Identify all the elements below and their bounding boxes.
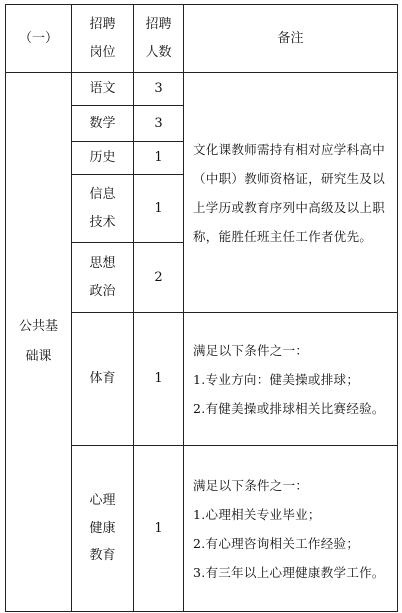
position-header: 招聘 岗位 [72, 5, 134, 73]
pe-remarks-cell [184, 313, 398, 446]
count-cell: 1 [134, 142, 184, 175]
position-cell: 思想 政治 [72, 243, 134, 313]
count-cell: 1 [134, 446, 184, 612]
pe-remarks-title: 满足以下条件之一： [193, 342, 309, 358]
recruitment-table [5, 4, 398, 612]
position-cell: 历史 [72, 142, 134, 175]
count-cell: 3 [134, 106, 184, 142]
count-cell: 3 [134, 73, 184, 106]
position-cell: 体育 [72, 313, 134, 446]
count-header: 招聘 人数 [134, 5, 184, 73]
psych-remarks-item: 2.有心理咨询相关工作经验； [193, 535, 360, 551]
culture-remarks-text: 文化课教师需持有相对应学科高中（中职）教师资格证，研究生及以上学历或教育序列中高级及以上职称，能胜任班主任工作者优先。 [193, 141, 386, 244]
header-row [6, 5, 398, 73]
culture-remarks-cell [184, 73, 398, 313]
psych-remarks-title: 满足以下条件之一： [193, 477, 309, 493]
pe-remarks-item: 1.专业方向：健美操或排球； [193, 371, 360, 387]
psych-remarks-item: 1.心理相关专业毕业； [193, 506, 321, 522]
table-row [6, 73, 398, 106]
position-cell: 信息 技术 [72, 175, 134, 243]
count-cell: 1 [134, 313, 184, 446]
position-cell: 语文 [72, 73, 134, 106]
psych-remarks-cell [184, 446, 398, 612]
count-cell: 2 [134, 243, 184, 313]
category-cell: 公共基 础课 [6, 73, 72, 612]
remarks-header: 备注 [184, 5, 398, 73]
psych-remarks-item: 3.有三年以上心理健康教学工作。 [193, 564, 385, 580]
count-cell: 1 [134, 175, 184, 243]
pe-remarks-item: 2.有健美操或排球相关比赛经验。 [193, 400, 385, 416]
group-header: （一） [6, 5, 72, 73]
position-cell: 心理 健康 教育 [72, 446, 134, 612]
position-cell: 数学 [72, 106, 134, 142]
